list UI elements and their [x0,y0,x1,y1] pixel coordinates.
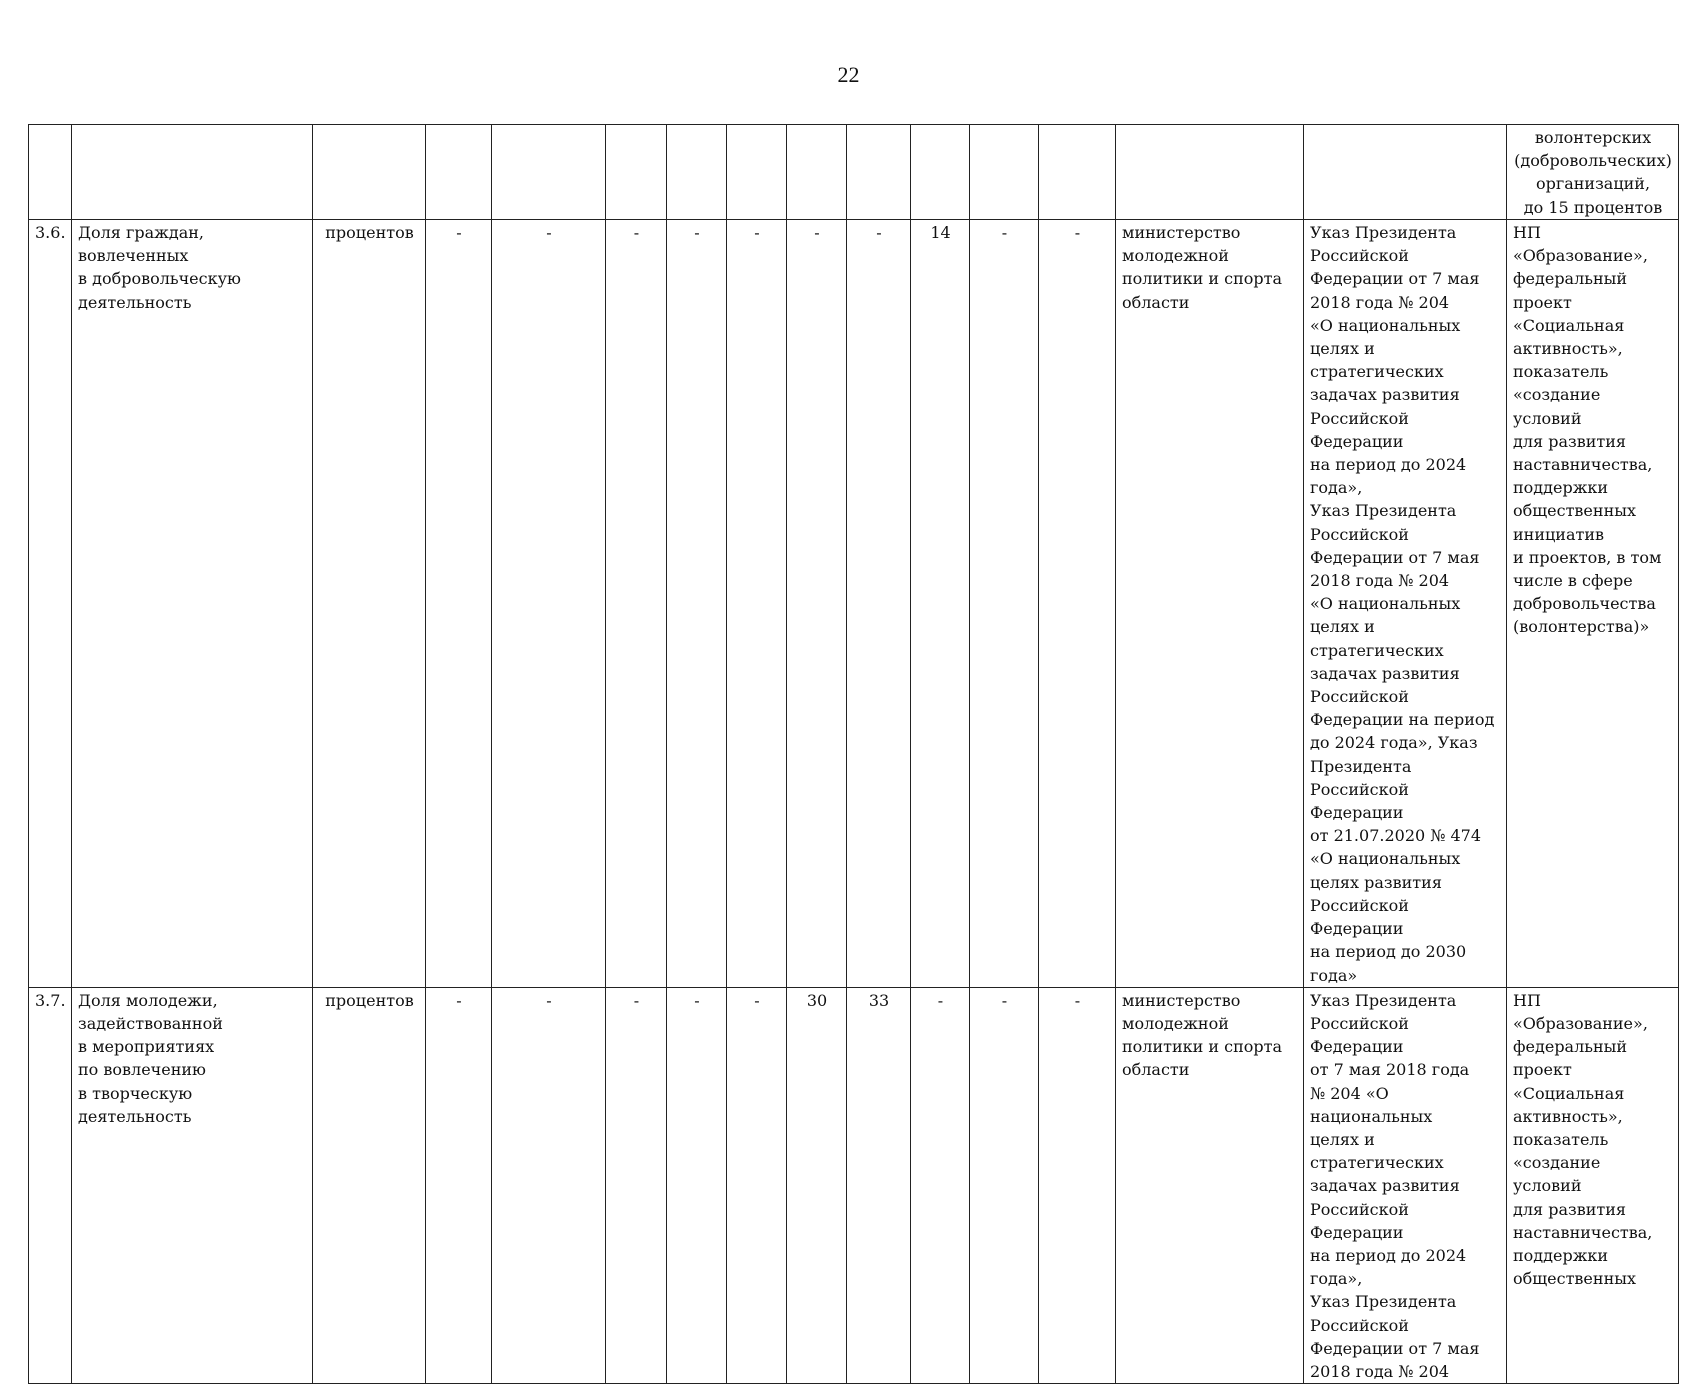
value-cell: 33 [847,987,911,1383]
value-cell: - [727,987,787,1383]
value-cell: - [667,987,727,1383]
indicators-table [28,124,1679,1384]
value-cell: - [492,987,606,1383]
table-cell [911,125,970,220]
value-cell: - [492,220,606,988]
value-cell: 30 [787,987,847,1383]
table-cell [667,125,727,220]
value-cell: - [727,220,787,988]
basis-cell: НП «Образование», федеральный проект «Социальная активность», показатель «создание условий для развития наставничества, поддержки общественных [1507,987,1679,1383]
document-cell: Указ Президента Российской Федерации от 7 мая 2018 года № 204 «О национальных целях и стратегических задачах развития Российской Федерации на период до 2024 года», Указ Президента Российской Федерации от 7 мая 2018 года № 204 [1304,987,1507,1383]
table-cell [426,125,492,220]
unit-cell: процентов [313,987,426,1383]
value-cell: - [847,220,911,988]
value-cell: - [1039,220,1116,988]
basis-cell: волонтерских (добровольческих) организаций, до 15 процентов [1507,125,1679,220]
value-cell: - [667,220,727,988]
row-number: 3.7. [29,987,72,1383]
document-cell: Указ Президента Российской Федерации от 7 мая 2018 года № 204 «О национальных целях и стратегических задачах развития Российской Федерации на период до 2024 года», Указ Президента Российской Федерации от 7 мая 2018 года № 204 «О национальных целях и стратегических задачах развития Российской Федерации на период до 2024 года», Указ Президента Российской Федерации от 21.07.2020 № 474 «О национальных целях развития Российской Федерации на период до 2030 года» [1304,220,1507,988]
value-cell: - [606,987,667,1383]
table-cell [1304,125,1507,220]
table-row-continuation [29,125,1679,220]
table-cell [606,125,667,220]
table-row [29,987,1679,1383]
table-cell [847,125,911,220]
value-cell: - [787,220,847,988]
value-cell: 14 [911,220,970,988]
value-cell: - [1039,987,1116,1383]
table-cell [313,125,426,220]
responsible-cell: министерство молодежной политики и спорта области [1116,987,1304,1383]
page-number: 22 [837,62,860,87]
table-row [29,220,1679,988]
table-cell [1116,125,1304,220]
table-cell [29,125,72,220]
value-cell: - [426,987,492,1383]
table-cell [72,125,313,220]
table-cell [492,125,606,220]
value-cell: - [426,220,492,988]
basis-cell: НП «Образование», федеральный проект «Социальная активность», показатель «создание условий для развития наставничества, поддержки общественных инициатив и проектов, в том числе в сфере добровольчества (волонтерства)» [1507,220,1679,988]
value-cell: - [911,987,970,1383]
value-cell: - [970,220,1039,988]
unit-cell: процентов [313,220,426,988]
table-cell [970,125,1039,220]
value-cell: - [970,987,1039,1383]
indicator-name: Доля граждан, вовлеченных в добровольческую деятельность [72,220,313,988]
responsible-cell: министерство молодежной политики и спорта области [1116,220,1304,988]
table-cell [1039,125,1116,220]
indicator-name: Доля молодежи, задействованной в мероприятиях по вовлечению в творческую деятельность [72,987,313,1383]
table-cell [787,125,847,220]
table-cell [727,125,787,220]
row-number: 3.6. [29,220,72,988]
value-cell: - [606,220,667,988]
